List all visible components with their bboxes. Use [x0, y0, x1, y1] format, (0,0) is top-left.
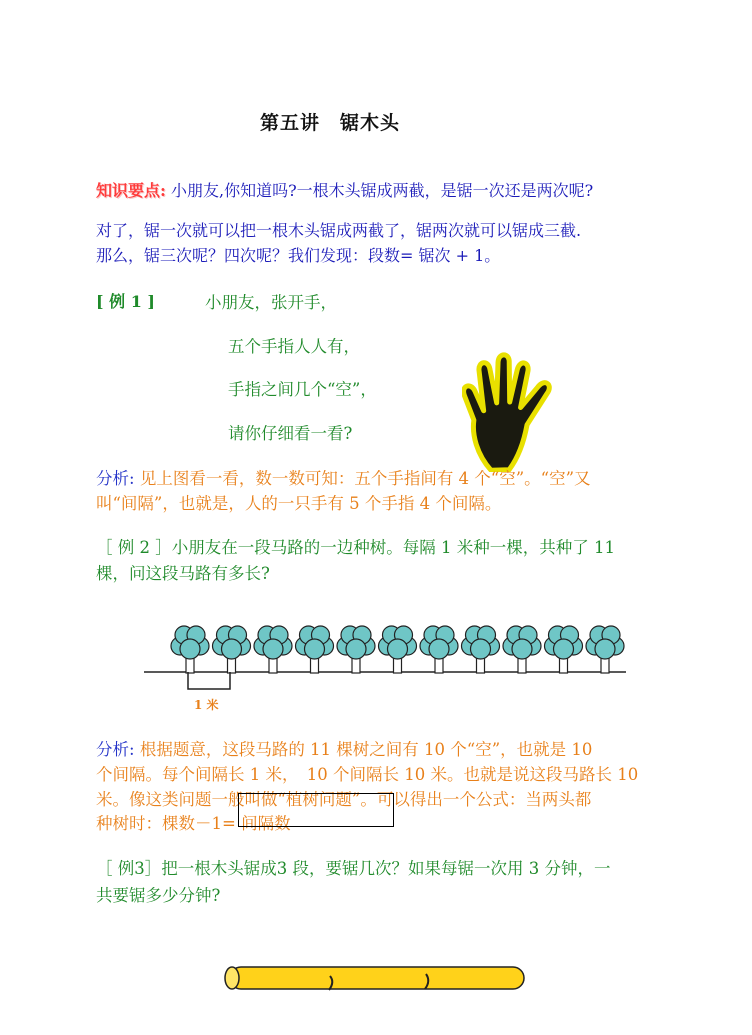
- poem-line-2: 五个手指人人有，: [228, 337, 360, 356]
- tree-icon: [462, 626, 500, 673]
- tree-icon: [213, 626, 251, 673]
- example3-line-1: ［ 例3］把一根木头锯成3 段，要锯几次？如果每锯一次用 3 分钟，一: [96, 859, 611, 878]
- knowledge-line-1: [96, 178, 593, 201]
- analysis1-label: 分析:: [96, 469, 135, 488]
- poem-line-4: 请你仔细看一看?: [228, 424, 353, 443]
- unit-label: 1 米: [194, 698, 219, 712]
- tree-icon: [379, 626, 417, 673]
- analysis1-line-1: [96, 465, 591, 489]
- tree-icon: [586, 626, 624, 673]
- tree-icon: [545, 626, 583, 673]
- analysis2-line-3: 米。像这类问题一般叫做“植树问题”。可以得出一个公式：当两头都: [96, 790, 592, 809]
- log-icon: [222, 964, 528, 992]
- analysis2-line-1: [96, 736, 592, 760]
- knowledge-text-1: 小朋友,你知道吗?一根木头锯成两截，是锯一次还是两次呢?: [171, 181, 594, 200]
- tree-icon: [420, 626, 458, 673]
- analysis1-line-2: 叫“间隔”，也就是，人的一只手有 5 个手指 4 个间隔。: [96, 494, 502, 513]
- poem-line-1: 小朋友，张开手，: [205, 293, 337, 312]
- example1-label: [ 例 1 ]: [96, 292, 155, 311]
- example2-line-1: ［ 例 2 ］小朋友在一段马路的一边种树。每隔 1 米种一棵，共种了 11: [96, 538, 615, 557]
- example3-line-2: 共要锯多少分钟?: [96, 886, 221, 905]
- formula-box: [238, 793, 394, 827]
- example2-line-2: 棵，问这段马路有多长?: [96, 564, 270, 583]
- tree-icon: [337, 626, 375, 673]
- knowledge-line-3: 那么，锯三次呢？四次呢？我们发现：段数= 锯次 + 1。: [96, 246, 501, 265]
- interval-bracket: [188, 672, 230, 689]
- tree-icon: [171, 626, 209, 673]
- analysis2-line-2: 个间隔。每个间隔长 1 米， 10 个间隔长 10 米。也就是说这段马路长 10: [96, 765, 639, 784]
- poem-line-3: 手指之间几个“空”，: [228, 380, 377, 399]
- tree-icon: [254, 626, 292, 673]
- analysis1-text-1: 见上图看一看，数一数可知：五个手指间有 4 个“空”。“空”又: [139, 469, 591, 488]
- hand-icon: [462, 348, 574, 472]
- analysis2-label: 分析:: [96, 740, 135, 759]
- knowledge-line-2: 对了，锯一次就可以把一根木头锯成两截了，锯两次就可以锯成三截.: [96, 221, 582, 240]
- tree-row-figure: [144, 622, 626, 692]
- knowledge-label: 知识要点:: [96, 181, 166, 200]
- tree-icon: [503, 626, 541, 673]
- page-title: 第五讲 锯木头: [259, 112, 400, 134]
- analysis2-text-1: 根据题意，这段马路的 11 棵树之间有 10 个“空”，也就是 10: [139, 740, 593, 759]
- analysis2-line-4: 种树时：棵数－1= 间隔数: [96, 814, 291, 833]
- tree-icon: [296, 626, 334, 673]
